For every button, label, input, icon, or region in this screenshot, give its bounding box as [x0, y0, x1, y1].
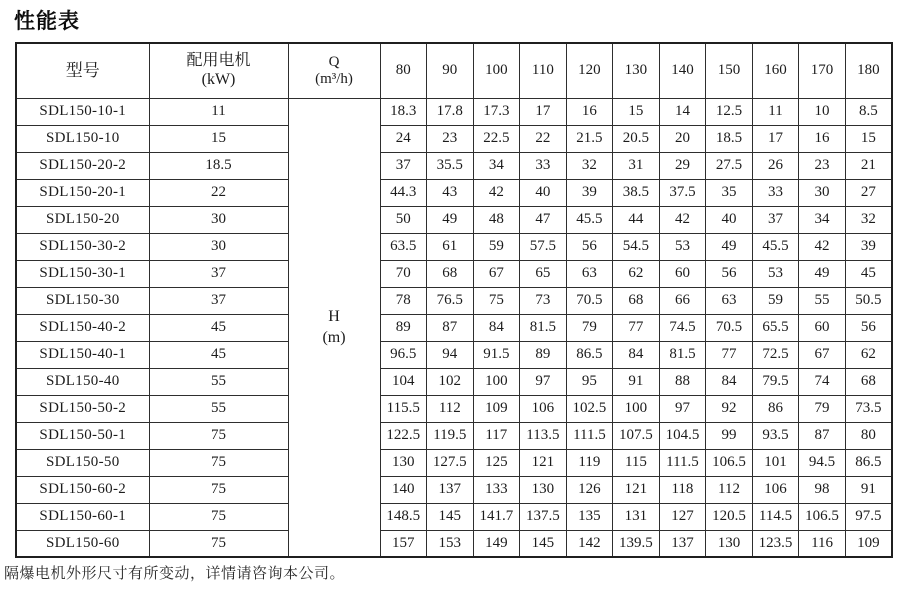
head-value-cell: 33	[752, 179, 799, 206]
head-value-cell: 112	[706, 476, 753, 503]
head-value-cell: 86	[752, 395, 799, 422]
head-value-cell: 14	[659, 98, 706, 125]
power-header-text: 配用电机	[186, 52, 251, 70]
power-cell: 11	[149, 98, 288, 125]
head-value-cell: 23	[427, 125, 474, 152]
model-cell: SDL150-30-2	[16, 233, 149, 260]
head-value-cell: 17	[752, 125, 799, 152]
power-cell: 37	[149, 287, 288, 314]
head-value-cell: 35	[706, 179, 753, 206]
table-row	[16, 503, 892, 530]
head-value-cell: 50	[380, 206, 427, 233]
head-value-cell: 111.5	[566, 422, 613, 449]
model-cell: SDL150-40-1	[16, 341, 149, 368]
head-value-cell: 68	[845, 368, 892, 395]
head-value-cell: 84	[706, 368, 753, 395]
head-value-cell: 115.5	[380, 395, 427, 422]
q-value-header: 80	[380, 43, 427, 98]
head-value-cell: 35.5	[427, 152, 474, 179]
head-value-cell: 22.5	[473, 125, 520, 152]
model-cell: SDL150-10	[16, 125, 149, 152]
model-cell: SDL150-60-2	[16, 476, 149, 503]
head-value-cell: 79.5	[752, 368, 799, 395]
head-value-cell: 54.5	[613, 233, 660, 260]
head-value-cell: 81.5	[659, 341, 706, 368]
head-value-cell: 77	[706, 341, 753, 368]
head-value-cell: 95	[566, 368, 613, 395]
head-value-cell: 97	[520, 368, 567, 395]
head-value-cell: 55	[799, 287, 846, 314]
q-value-header: 140	[659, 43, 706, 98]
model-cell: SDL150-40	[16, 368, 149, 395]
power-cell: 55	[149, 395, 288, 422]
head-value-cell: 117	[473, 422, 520, 449]
model-column-header: 型号	[16, 43, 149, 98]
head-value-cell: 60	[659, 260, 706, 287]
head-value-cell: 61	[427, 233, 474, 260]
table-row	[16, 449, 892, 476]
head-value-cell: 63.5	[380, 233, 427, 260]
head-value-cell: 109	[845, 530, 892, 557]
head-value-cell: 86.5	[566, 341, 613, 368]
head-value-cell: 40	[520, 179, 567, 206]
head-value-cell: 98	[799, 476, 846, 503]
head-value-cell: 65	[520, 260, 567, 287]
flow-column-header	[288, 43, 380, 98]
head-value-cell: 153	[427, 530, 474, 557]
head-value-cell: 45.5	[752, 233, 799, 260]
q-value-header: 90	[427, 43, 474, 98]
power-cell: 75	[149, 476, 288, 503]
head-value-cell: 38.5	[613, 179, 660, 206]
head-value-cell: 118	[659, 476, 706, 503]
head-value-cell: 135	[566, 503, 613, 530]
model-cell: SDL150-10-1	[16, 98, 149, 125]
head-value-cell: 77	[613, 314, 660, 341]
head-value-cell: 84	[613, 341, 660, 368]
head-value-cell: 97	[659, 395, 706, 422]
head-value-cell: 130	[380, 449, 427, 476]
head-value-cell: 50.5	[845, 287, 892, 314]
head-value-cell: 31	[613, 152, 660, 179]
head-value-cell: 66	[659, 287, 706, 314]
head-value-cell: 79	[566, 314, 613, 341]
head-value-cell: 97.5	[845, 503, 892, 530]
head-value-cell: 49	[799, 260, 846, 287]
model-cell: SDL150-20	[16, 206, 149, 233]
power-header-unit: (kW)	[201, 70, 236, 88]
power-cell: 75	[149, 422, 288, 449]
head-value-cell: 47	[520, 206, 567, 233]
head-value-cell: 68	[613, 287, 660, 314]
header-row	[16, 43, 892, 98]
table-row	[16, 152, 892, 179]
head-value-cell: 120.5	[706, 503, 753, 530]
head-value-cell: 87	[799, 422, 846, 449]
head-value-cell: 37	[380, 152, 427, 179]
head-value-cell: 37	[752, 206, 799, 233]
head-value-cell: 87	[427, 314, 474, 341]
head-value-cell: 15	[613, 98, 660, 125]
head-value-cell: 63	[566, 260, 613, 287]
head-value-cell: 94.5	[799, 449, 846, 476]
head-value-cell: 100	[473, 368, 520, 395]
h-unit: (m)	[322, 329, 346, 347]
q-header-text: Q	[328, 53, 340, 70]
table-row	[16, 395, 892, 422]
head-value-cell: 96.5	[380, 341, 427, 368]
head-value-cell: 137.5	[520, 503, 567, 530]
head-value-cell: 119	[566, 449, 613, 476]
head-value-cell: 73	[520, 287, 567, 314]
head-value-cell: 99	[706, 422, 753, 449]
head-value-cell: 141.7	[473, 503, 520, 530]
head-value-cell: 70.5	[566, 287, 613, 314]
power-cell: 75	[149, 449, 288, 476]
head-value-cell: 116	[799, 530, 846, 557]
q-value-header: 120	[566, 43, 613, 98]
head-value-cell: 145	[427, 503, 474, 530]
power-cell: 22	[149, 179, 288, 206]
head-value-cell: 56	[845, 314, 892, 341]
model-cell: SDL150-60	[16, 530, 149, 557]
head-value-cell: 53	[659, 233, 706, 260]
model-cell: SDL150-30-1	[16, 260, 149, 287]
power-cell: 37	[149, 260, 288, 287]
head-value-cell: 133	[473, 476, 520, 503]
head-value-cell: 10	[799, 98, 846, 125]
head-value-cell: 112	[427, 395, 474, 422]
table-row	[16, 530, 892, 557]
head-value-cell: 142	[566, 530, 613, 557]
power-cell: 30	[149, 233, 288, 260]
head-value-cell: 91	[613, 368, 660, 395]
head-value-cell: 157	[380, 530, 427, 557]
head-value-cell: 33	[520, 152, 567, 179]
head-value-cell: 70	[380, 260, 427, 287]
head-value-cell: 21	[845, 152, 892, 179]
head-value-cell: 119.5	[427, 422, 474, 449]
head-value-cell: 140	[380, 476, 427, 503]
head-value-cell: 74	[799, 368, 846, 395]
table-row	[16, 476, 892, 503]
head-value-cell: 127	[659, 503, 706, 530]
head-value-cell: 32	[566, 152, 613, 179]
head-value-cell: 148.5	[380, 503, 427, 530]
head-value-cell: 84	[473, 314, 520, 341]
head-value-cell: 45	[845, 260, 892, 287]
head-value-cell: 101	[752, 449, 799, 476]
power-cell: 55	[149, 368, 288, 395]
head-value-cell: 65.5	[752, 314, 799, 341]
head-value-cell: 80	[845, 422, 892, 449]
head-value-cell: 34	[473, 152, 520, 179]
head-value-cell: 86.5	[845, 449, 892, 476]
head-value-cell: 42	[473, 179, 520, 206]
head-value-cell: 91.5	[473, 341, 520, 368]
head-value-cell: 74.5	[659, 314, 706, 341]
head-value-cell: 26	[752, 152, 799, 179]
head-value-cell: 56	[706, 260, 753, 287]
head-value-cell: 94	[427, 341, 474, 368]
table-row	[16, 233, 892, 260]
head-value-cell: 27	[845, 179, 892, 206]
head-value-cell: 24	[380, 125, 427, 152]
power-cell: 75	[149, 503, 288, 530]
head-value-cell: 18.5	[706, 125, 753, 152]
q-value-header: 110	[520, 43, 567, 98]
head-value-cell: 8.5	[845, 98, 892, 125]
page-title: 性能表	[14, 10, 80, 33]
power-cell: 75	[149, 530, 288, 557]
head-value-cell: 106.5	[799, 503, 846, 530]
head-value-cell: 59	[752, 287, 799, 314]
q-value-header: 130	[613, 43, 660, 98]
head-value-cell: 93.5	[752, 422, 799, 449]
head-value-cell: 100	[613, 395, 660, 422]
head-value-cell: 63	[706, 287, 753, 314]
power-cell: 15	[149, 125, 288, 152]
head-value-cell: 149	[473, 530, 520, 557]
power-cell: 45	[149, 314, 288, 341]
head-value-cell: 16	[799, 125, 846, 152]
head-value-cell: 102	[427, 368, 474, 395]
head-value-cell: 114.5	[752, 503, 799, 530]
model-cell: SDL150-50-1	[16, 422, 149, 449]
head-value-cell: 127.5	[427, 449, 474, 476]
head-value-cell: 20	[659, 125, 706, 152]
head-value-cell: 123.5	[752, 530, 799, 557]
head-value-cell: 89	[520, 341, 567, 368]
head-value-cell: 23	[799, 152, 846, 179]
model-cell: SDL150-20-1	[16, 179, 149, 206]
head-value-cell: 56	[566, 233, 613, 260]
performance-table	[15, 42, 893, 558]
head-value-cell: 59	[473, 233, 520, 260]
power-cell: 18.5	[149, 152, 288, 179]
h-label: H	[328, 307, 340, 325]
head-value-cell: 121	[520, 449, 567, 476]
q-header-unit: (m³/h)	[315, 70, 353, 87]
head-value-cell: 40	[706, 206, 753, 233]
power-column-header	[149, 43, 288, 98]
head-value-cell: 39	[566, 179, 613, 206]
head-value-cell: 109	[473, 395, 520, 422]
q-value-header: 170	[799, 43, 846, 98]
head-value-cell: 32	[845, 206, 892, 233]
head-value-cell: 78	[380, 287, 427, 314]
head-value-cell: 70.5	[706, 314, 753, 341]
head-value-cell: 29	[659, 152, 706, 179]
table-row	[16, 314, 892, 341]
head-value-cell: 121	[613, 476, 660, 503]
head-value-cell: 125	[473, 449, 520, 476]
head-value-cell: 79	[799, 395, 846, 422]
head-value-cell: 67	[799, 341, 846, 368]
table-row	[16, 125, 892, 152]
table-row	[16, 98, 892, 125]
head-value-cell: 57.5	[520, 233, 567, 260]
head-value-cell: 37.5	[659, 179, 706, 206]
head-value-cell: 11	[752, 98, 799, 125]
head-value-cell: 17.8	[427, 98, 474, 125]
head-value-cell: 104.5	[659, 422, 706, 449]
head-value-cell: 17	[520, 98, 567, 125]
head-value-cell: 44.3	[380, 179, 427, 206]
table-row	[16, 260, 892, 287]
head-value-cell: 22	[520, 125, 567, 152]
head-value-cell: 102.5	[566, 395, 613, 422]
head-value-cell: 89	[380, 314, 427, 341]
head-value-cell: 106.5	[706, 449, 753, 476]
head-value-cell: 92	[706, 395, 753, 422]
head-value-cell: 43	[427, 179, 474, 206]
head-value-cell: 126	[566, 476, 613, 503]
head-value-cell: 62	[613, 260, 660, 287]
head-value-cell: 72.5	[752, 341, 799, 368]
q-value-header: 160	[752, 43, 799, 98]
head-value-cell: 131	[613, 503, 660, 530]
model-cell: SDL150-60-1	[16, 503, 149, 530]
head-value-cell: 115	[613, 449, 660, 476]
performance-table-header	[16, 43, 892, 98]
q-value-header: 180	[845, 43, 892, 98]
head-value-cell: 111.5	[659, 449, 706, 476]
table-row	[16, 287, 892, 314]
head-value-cell: 106	[752, 476, 799, 503]
head-value-cell: 104	[380, 368, 427, 395]
head-value-cell: 30	[799, 179, 846, 206]
table-row	[16, 206, 892, 233]
performance-table-body	[16, 98, 892, 557]
head-value-cell: 42	[799, 233, 846, 260]
head-value-cell: 107.5	[613, 422, 660, 449]
table-row	[16, 341, 892, 368]
head-value-cell: 139.5	[613, 530, 660, 557]
head-value-cell: 145	[520, 530, 567, 557]
head-value-cell: 60	[799, 314, 846, 341]
model-cell: SDL150-30	[16, 287, 149, 314]
head-value-cell: 76.5	[427, 287, 474, 314]
head-value-cell: 53	[752, 260, 799, 287]
head-value-cell: 17.3	[473, 98, 520, 125]
head-value-cell: 137	[659, 530, 706, 557]
q-value-header: 150	[706, 43, 753, 98]
head-value-cell: 81.5	[520, 314, 567, 341]
model-cell: SDL150-20-2	[16, 152, 149, 179]
head-value-cell: 88	[659, 368, 706, 395]
footer-note: 隔爆电机外形尺寸有所变动，详情请咨询本公司。	[4, 565, 346, 582]
head-value-cell: 106	[520, 395, 567, 422]
head-value-cell: 21.5	[566, 125, 613, 152]
power-cell: 45	[149, 341, 288, 368]
head-value-cell: 75	[473, 287, 520, 314]
head-value-cell: 67	[473, 260, 520, 287]
head-value-cell: 15	[845, 125, 892, 152]
head-value-cell: 49	[427, 206, 474, 233]
head-value-cell: 48	[473, 206, 520, 233]
head-value-cell: 73.5	[845, 395, 892, 422]
head-value-cell: 34	[799, 206, 846, 233]
head-value-cell: 44	[613, 206, 660, 233]
head-value-cell: 130	[706, 530, 753, 557]
power-cell: 30	[149, 206, 288, 233]
table-row	[16, 368, 892, 395]
head-value-cell: 42	[659, 206, 706, 233]
table-row	[16, 179, 892, 206]
head-value-cell: 130	[520, 476, 567, 503]
head-value-cell: 62	[845, 341, 892, 368]
head-value-cell: 122.5	[380, 422, 427, 449]
head-value-cell: 68	[427, 260, 474, 287]
head-value-cell: 39	[845, 233, 892, 260]
head-value-cell: 113.5	[520, 422, 567, 449]
table-row	[16, 422, 892, 449]
head-value-cell: 16	[566, 98, 613, 125]
head-value-cell: 20.5	[613, 125, 660, 152]
head-value-cell: 91	[845, 476, 892, 503]
head-merged-cell	[288, 98, 380, 557]
model-cell: SDL150-40-2	[16, 314, 149, 341]
model-cell: SDL150-50-2	[16, 395, 149, 422]
head-value-cell: 18.3	[380, 98, 427, 125]
head-value-cell: 49	[706, 233, 753, 260]
q-value-header: 100	[473, 43, 520, 98]
head-value-cell: 137	[427, 476, 474, 503]
model-cell: SDL150-50	[16, 449, 149, 476]
head-value-cell: 12.5	[706, 98, 753, 125]
head-value-cell: 45.5	[566, 206, 613, 233]
head-value-cell: 27.5	[706, 152, 753, 179]
